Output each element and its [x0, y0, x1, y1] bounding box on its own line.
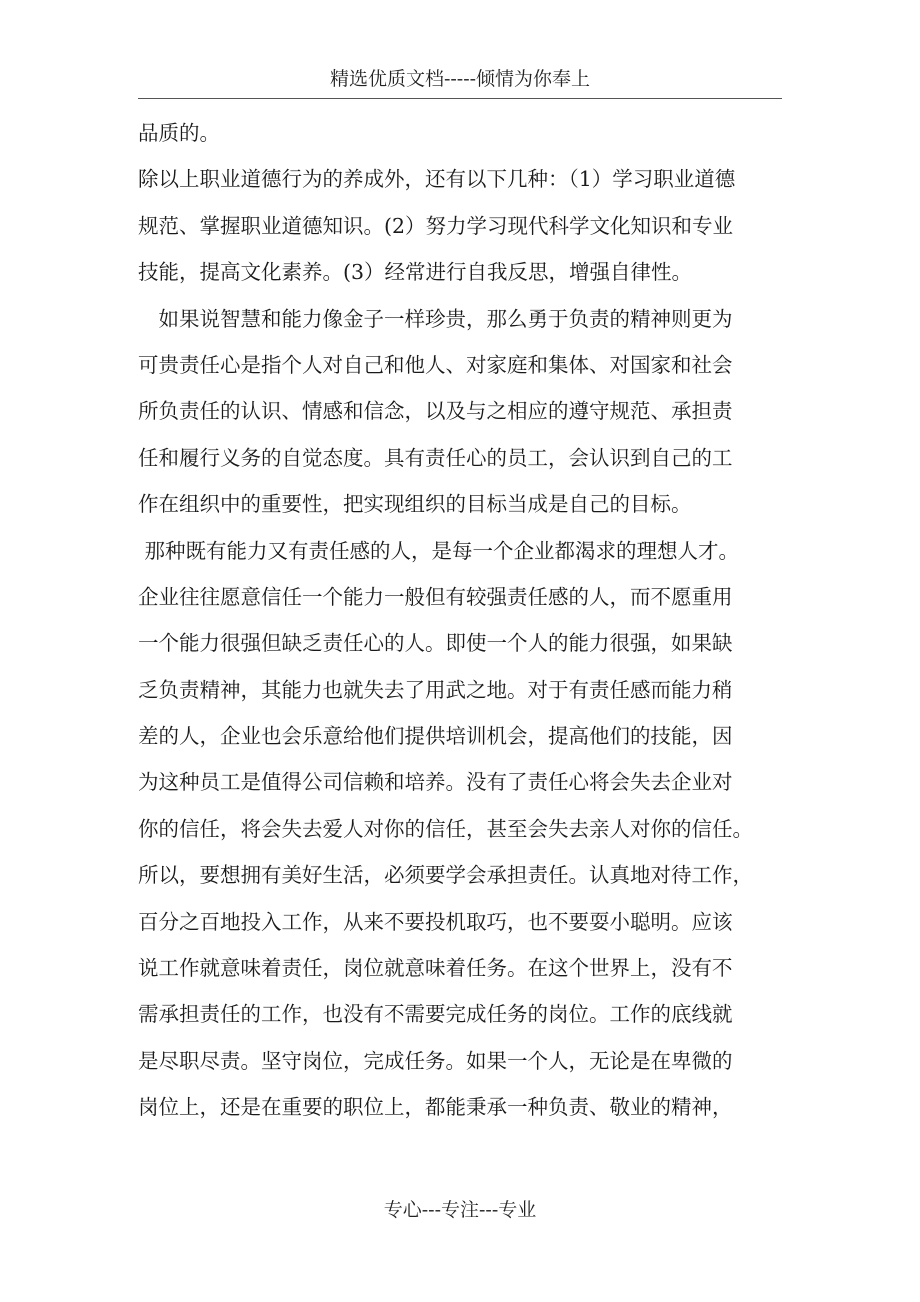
- text-line: 任和履行义务的自觉态度。具有责任心的员工，会认识到自己的工: [138, 445, 733, 470]
- text-line: 技能，提高文化素养。(3）经常进行自我反思，增强自律性。: [138, 260, 693, 285]
- page-footer: [138, 1196, 782, 1224]
- text-line: 规范、掌握职业道德知识。(2）努力学习现代科学文化知识和专业: [138, 213, 734, 238]
- text-line: 你的信任，将会失去爱人对你的信任，甚至会失去亲人对你的信任。: [138, 816, 753, 841]
- text-line: 乏负责精神，其能力也就失去了用武之地。对于有责任感而能力稍: [138, 677, 733, 702]
- text-line: 岗位上，还是在重要的职位上，都能秉承一种负责、敬业的精神，: [138, 1095, 733, 1120]
- text-line: 百分之百地投入工作，从来不要投机取巧，也不要耍小聪明。应该: [138, 909, 733, 934]
- text-line: 说工作就意味着责任，岗位就意味着任务。在这个世界上，没有不: [138, 956, 733, 981]
- header-title: 精选优质文档-----倾情为你奉上: [329, 68, 591, 90]
- text-line: 品质的。: [138, 121, 220, 145]
- text-line: 除以上职业道德行为的养成外，还有以下几种：（1）学习职业道德: [138, 167, 736, 192]
- text-line: 所以，要想拥有美好生活，必须要学会承担责任。认真地对待工作，: [138, 863, 753, 888]
- text-line: 一个能力很强但缺乏责任心的人。即使一个人的能力很强，如果缺: [138, 631, 733, 656]
- text-line: 作在组织中的重要性，把实现组织的目标当成是自己的目标。: [138, 492, 692, 517]
- footer-text: 专心---专注---专业: [383, 1199, 537, 1221]
- text-line: 可贵责任心是指个人对自己和他人、对家庭和集体、对国家和社会: [138, 352, 733, 377]
- text-line: 差的人，企业也会乐意给他们提供培训机会，提高他们的技能，因: [138, 724, 733, 749]
- text-line: 为这种员工是值得公司信赖和培养。没有了责任心将会失去企业对: [138, 770, 733, 795]
- text-line: 如果说智慧和能力像金子一样珍贵，那么勇于负责的精神则更为: [138, 306, 733, 331]
- text-line: 需承担责任的工作，也没有不需要完成任务的岗位。工作的底线就: [138, 1002, 733, 1027]
- text-line: 是尽职尽责。坚守岗位，完成任务。如果一个人，无论是在卑微的: [138, 1048, 733, 1073]
- text-line: 企业往往愿意信任一个能力一般但有较强责任感的人，而不愿重用: [138, 584, 733, 609]
- document-body: [138, 110, 782, 1131]
- text-line: 那种既有能力又有责任感的人，是每一个企业都渴求的理想人才。: [138, 538, 740, 563]
- text-line: 所负责任的认识、情感和信念，以及与之相应的遵守规范、承担责: [138, 399, 733, 424]
- page-header: [138, 64, 782, 99]
